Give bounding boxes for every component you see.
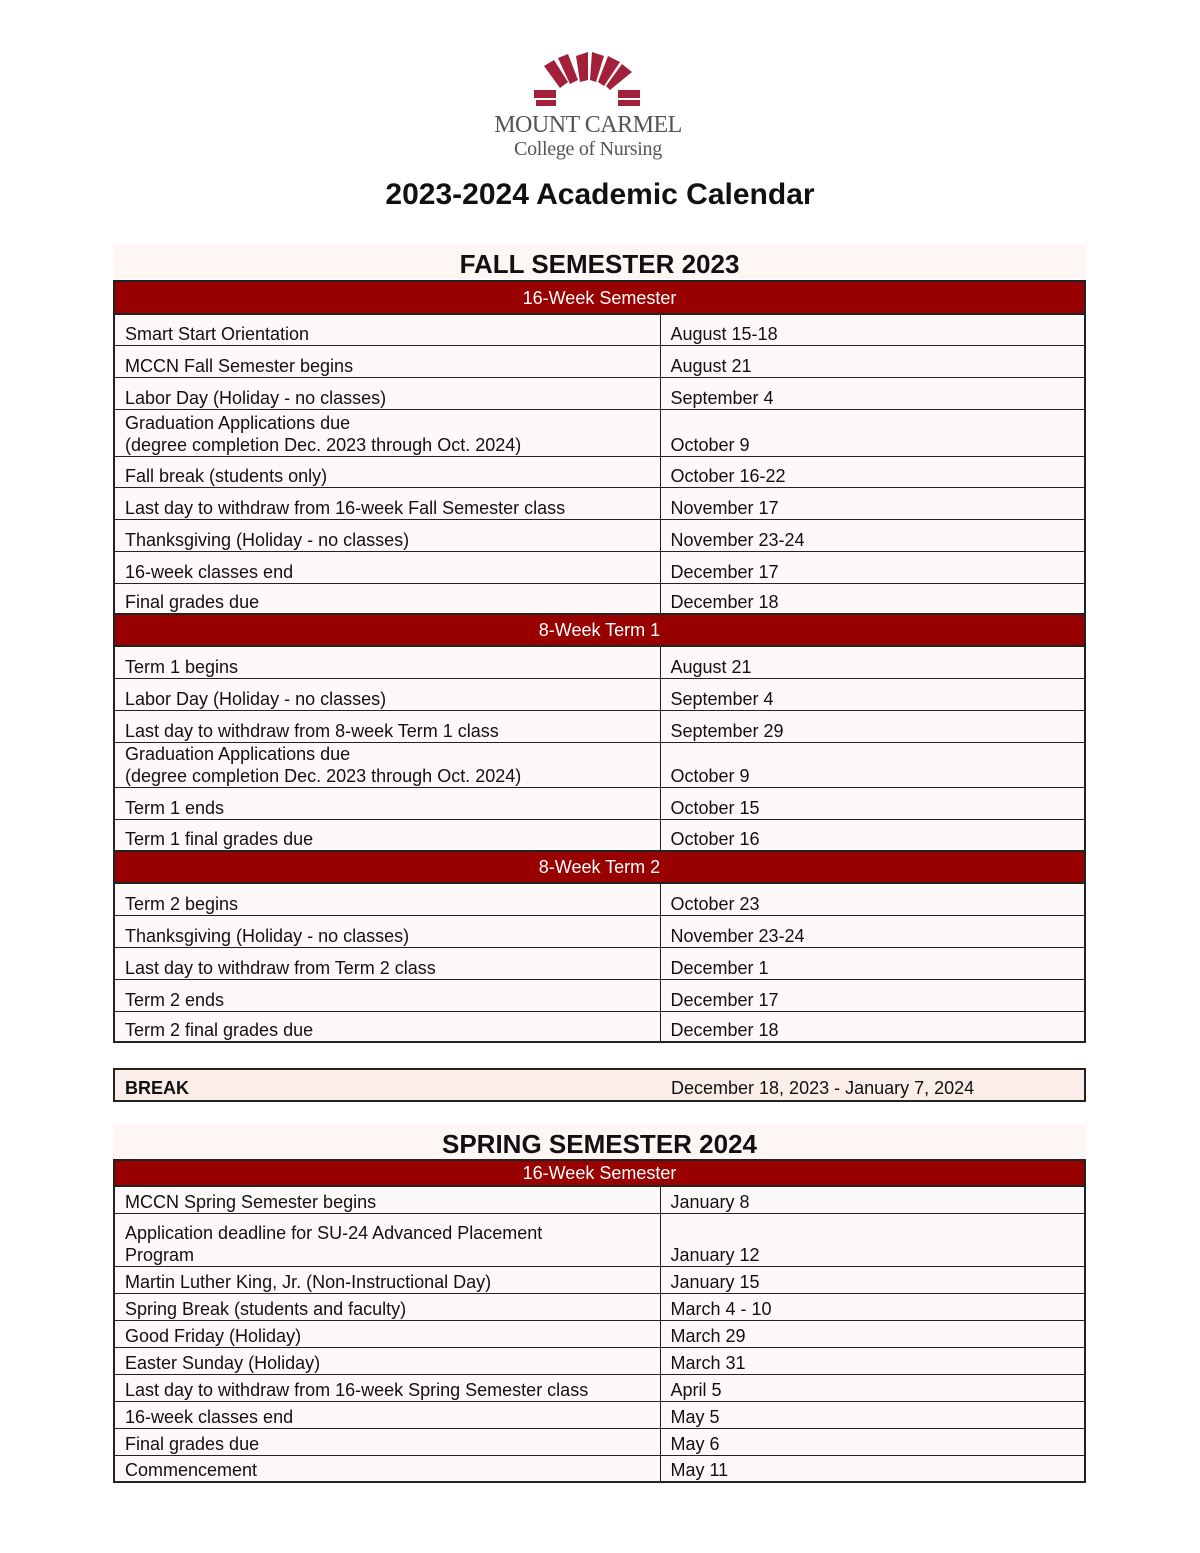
event-cell: Term 2 final grades due — [114, 1011, 660, 1042]
table-row — [114, 742, 1085, 787]
section-header: 8-Week Term 1 — [114, 614, 1085, 646]
table-row — [114, 947, 1085, 979]
section-header: 16-Week Semester — [114, 1160, 1085, 1186]
event-cell: Labor Day (Holiday - no classes) — [114, 678, 660, 710]
event-cell: Last day to withdraw from Term 2 class — [114, 947, 660, 979]
event-cell: Thanksgiving (Holiday - no classes) — [114, 915, 660, 947]
table-row — [114, 1213, 1085, 1266]
date-cell: May 6 — [660, 1428, 1085, 1455]
table-row — [114, 646, 1085, 678]
event-cell: MCCN Spring Semester begins — [114, 1186, 660, 1213]
date-cell: October 23 — [660, 883, 1085, 915]
table-row — [114, 583, 1085, 614]
date-cell: September 4 — [660, 377, 1085, 409]
event-cell: Graduation Applications due (degree completion Dec. 2023 through Oct. 2024) — [114, 409, 660, 456]
table-row — [114, 979, 1085, 1011]
date-cell: November 17 — [660, 487, 1085, 519]
table-row — [114, 678, 1085, 710]
event-cell: Commencement — [114, 1455, 660, 1482]
event-cell: Smart Start Orientation — [114, 314, 660, 345]
event-cell: Graduation Applications due (degree completion Dec. 2023 through Oct. 2024) — [114, 742, 660, 787]
event-cell: Martin Luther King, Jr. (Non-Instructional Day) — [114, 1266, 660, 1293]
table-row — [114, 1293, 1085, 1320]
fall-calendar-table — [113, 280, 1086, 1043]
date-cell: September 29 — [660, 710, 1085, 742]
college-logo — [488, 52, 688, 168]
date-cell: November 23-24 — [660, 915, 1085, 947]
event-cell: 16-week classes end — [114, 551, 660, 583]
event-cell: Term 2 begins — [114, 883, 660, 915]
date-cell: October 9 — [660, 742, 1085, 787]
table-row — [114, 915, 1085, 947]
date-cell: December 17 — [660, 551, 1085, 583]
event-cell: Term 1 final grades due — [114, 819, 660, 851]
date-cell: March 4 - 10 — [660, 1293, 1085, 1320]
event-cell: Last day to withdraw from 16-week Fall Semester class — [114, 487, 660, 519]
date-cell: September 4 — [660, 678, 1085, 710]
event-cell: Term 1 ends — [114, 787, 660, 819]
table-row — [114, 1011, 1085, 1042]
break-row — [113, 1068, 1086, 1102]
table-row — [114, 1347, 1085, 1374]
date-cell: October 9 — [660, 409, 1085, 456]
date-cell: October 15 — [660, 787, 1085, 819]
table-row — [114, 314, 1085, 345]
section-header: 8-Week Term 2 — [114, 851, 1085, 883]
section-header-row — [114, 281, 1085, 314]
date-cell: August 15-18 — [660, 314, 1085, 345]
event-cell: Easter Sunday (Holiday) — [114, 1347, 660, 1374]
event-cell: Final grades due — [114, 583, 660, 614]
table-row — [114, 710, 1085, 742]
date-cell: December 18 — [660, 583, 1085, 614]
spring-calendar-table — [113, 1159, 1086, 1483]
table-row — [114, 1428, 1085, 1455]
event-cell: Good Friday (Holiday) — [114, 1320, 660, 1347]
date-cell: March 29 — [660, 1320, 1085, 1347]
table-row — [114, 1320, 1085, 1347]
event-cell: Last day to withdraw from 16-week Spring Semester class — [114, 1374, 660, 1401]
date-cell: January 8 — [660, 1186, 1085, 1213]
event-cell: Fall break (students only) — [114, 456, 660, 487]
date-cell: October 16 — [660, 819, 1085, 851]
table-row — [114, 345, 1085, 377]
arch-logo-icon — [532, 52, 644, 108]
event-cell: Thanksgiving (Holiday - no classes) — [114, 519, 660, 551]
table-row — [114, 409, 1085, 456]
date-cell: January 15 — [660, 1266, 1085, 1293]
table-row — [114, 883, 1085, 915]
spring-semester-heading: SPRING SEMESTER 2024 — [113, 1125, 1086, 1159]
table-row — [114, 519, 1085, 551]
date-cell: October 16-22 — [660, 456, 1085, 487]
date-cell: January 12 — [660, 1213, 1085, 1266]
date-cell: December 1 — [660, 947, 1085, 979]
logo-line-1: MOUNT CARMEL — [494, 112, 682, 138]
table-row — [114, 787, 1085, 819]
event-cell: Spring Break (students and faculty) — [114, 1293, 660, 1320]
table-row — [114, 1455, 1085, 1482]
date-cell: December 18 — [660, 1011, 1085, 1042]
event-cell: MCCN Fall Semester begins — [114, 345, 660, 377]
table-row — [114, 819, 1085, 851]
table-row — [114, 456, 1085, 487]
table-row — [114, 1186, 1085, 1213]
event-cell: Application deadline for SU-24 Advanced Placement Program — [114, 1213, 660, 1266]
break-dates: December 18, 2023 - January 7, 2024 — [671, 1078, 975, 1098]
table-row — [114, 1374, 1085, 1401]
section-header-row — [114, 1160, 1085, 1186]
date-cell: May 11 — [660, 1455, 1085, 1482]
section-header: 16-Week Semester — [114, 281, 1085, 314]
date-cell: August 21 — [660, 345, 1085, 377]
date-cell: November 23-24 — [660, 519, 1085, 551]
logo-line-2: College of Nursing — [514, 138, 662, 160]
section-header-row — [114, 851, 1085, 883]
date-cell: August 21 — [660, 646, 1085, 678]
table-row — [114, 487, 1085, 519]
table-row — [114, 1401, 1085, 1428]
date-cell: December 17 — [660, 979, 1085, 1011]
break-label: BREAK — [125, 1078, 190, 1098]
event-cell: 16-week classes end — [114, 1401, 660, 1428]
event-cell: Last day to withdraw from 8-week Term 1 class — [114, 710, 660, 742]
event-cell: Term 2 ends — [114, 979, 660, 1011]
event-cell: Labor Day (Holiday - no classes) — [114, 377, 660, 409]
event-cell: Term 1 begins — [114, 646, 660, 678]
fall-semester-heading: FALL SEMESTER 2023 — [113, 245, 1086, 279]
table-row — [114, 551, 1085, 583]
date-cell: March 31 — [660, 1347, 1085, 1374]
page-title: 2023-2024 Academic Calendar — [385, 178, 815, 211]
event-cell: Final grades due — [114, 1428, 660, 1455]
table-row — [114, 377, 1085, 409]
section-header-row — [114, 614, 1085, 646]
table-row — [114, 1266, 1085, 1293]
date-cell: April 5 — [660, 1374, 1085, 1401]
date-cell: May 5 — [660, 1401, 1085, 1428]
